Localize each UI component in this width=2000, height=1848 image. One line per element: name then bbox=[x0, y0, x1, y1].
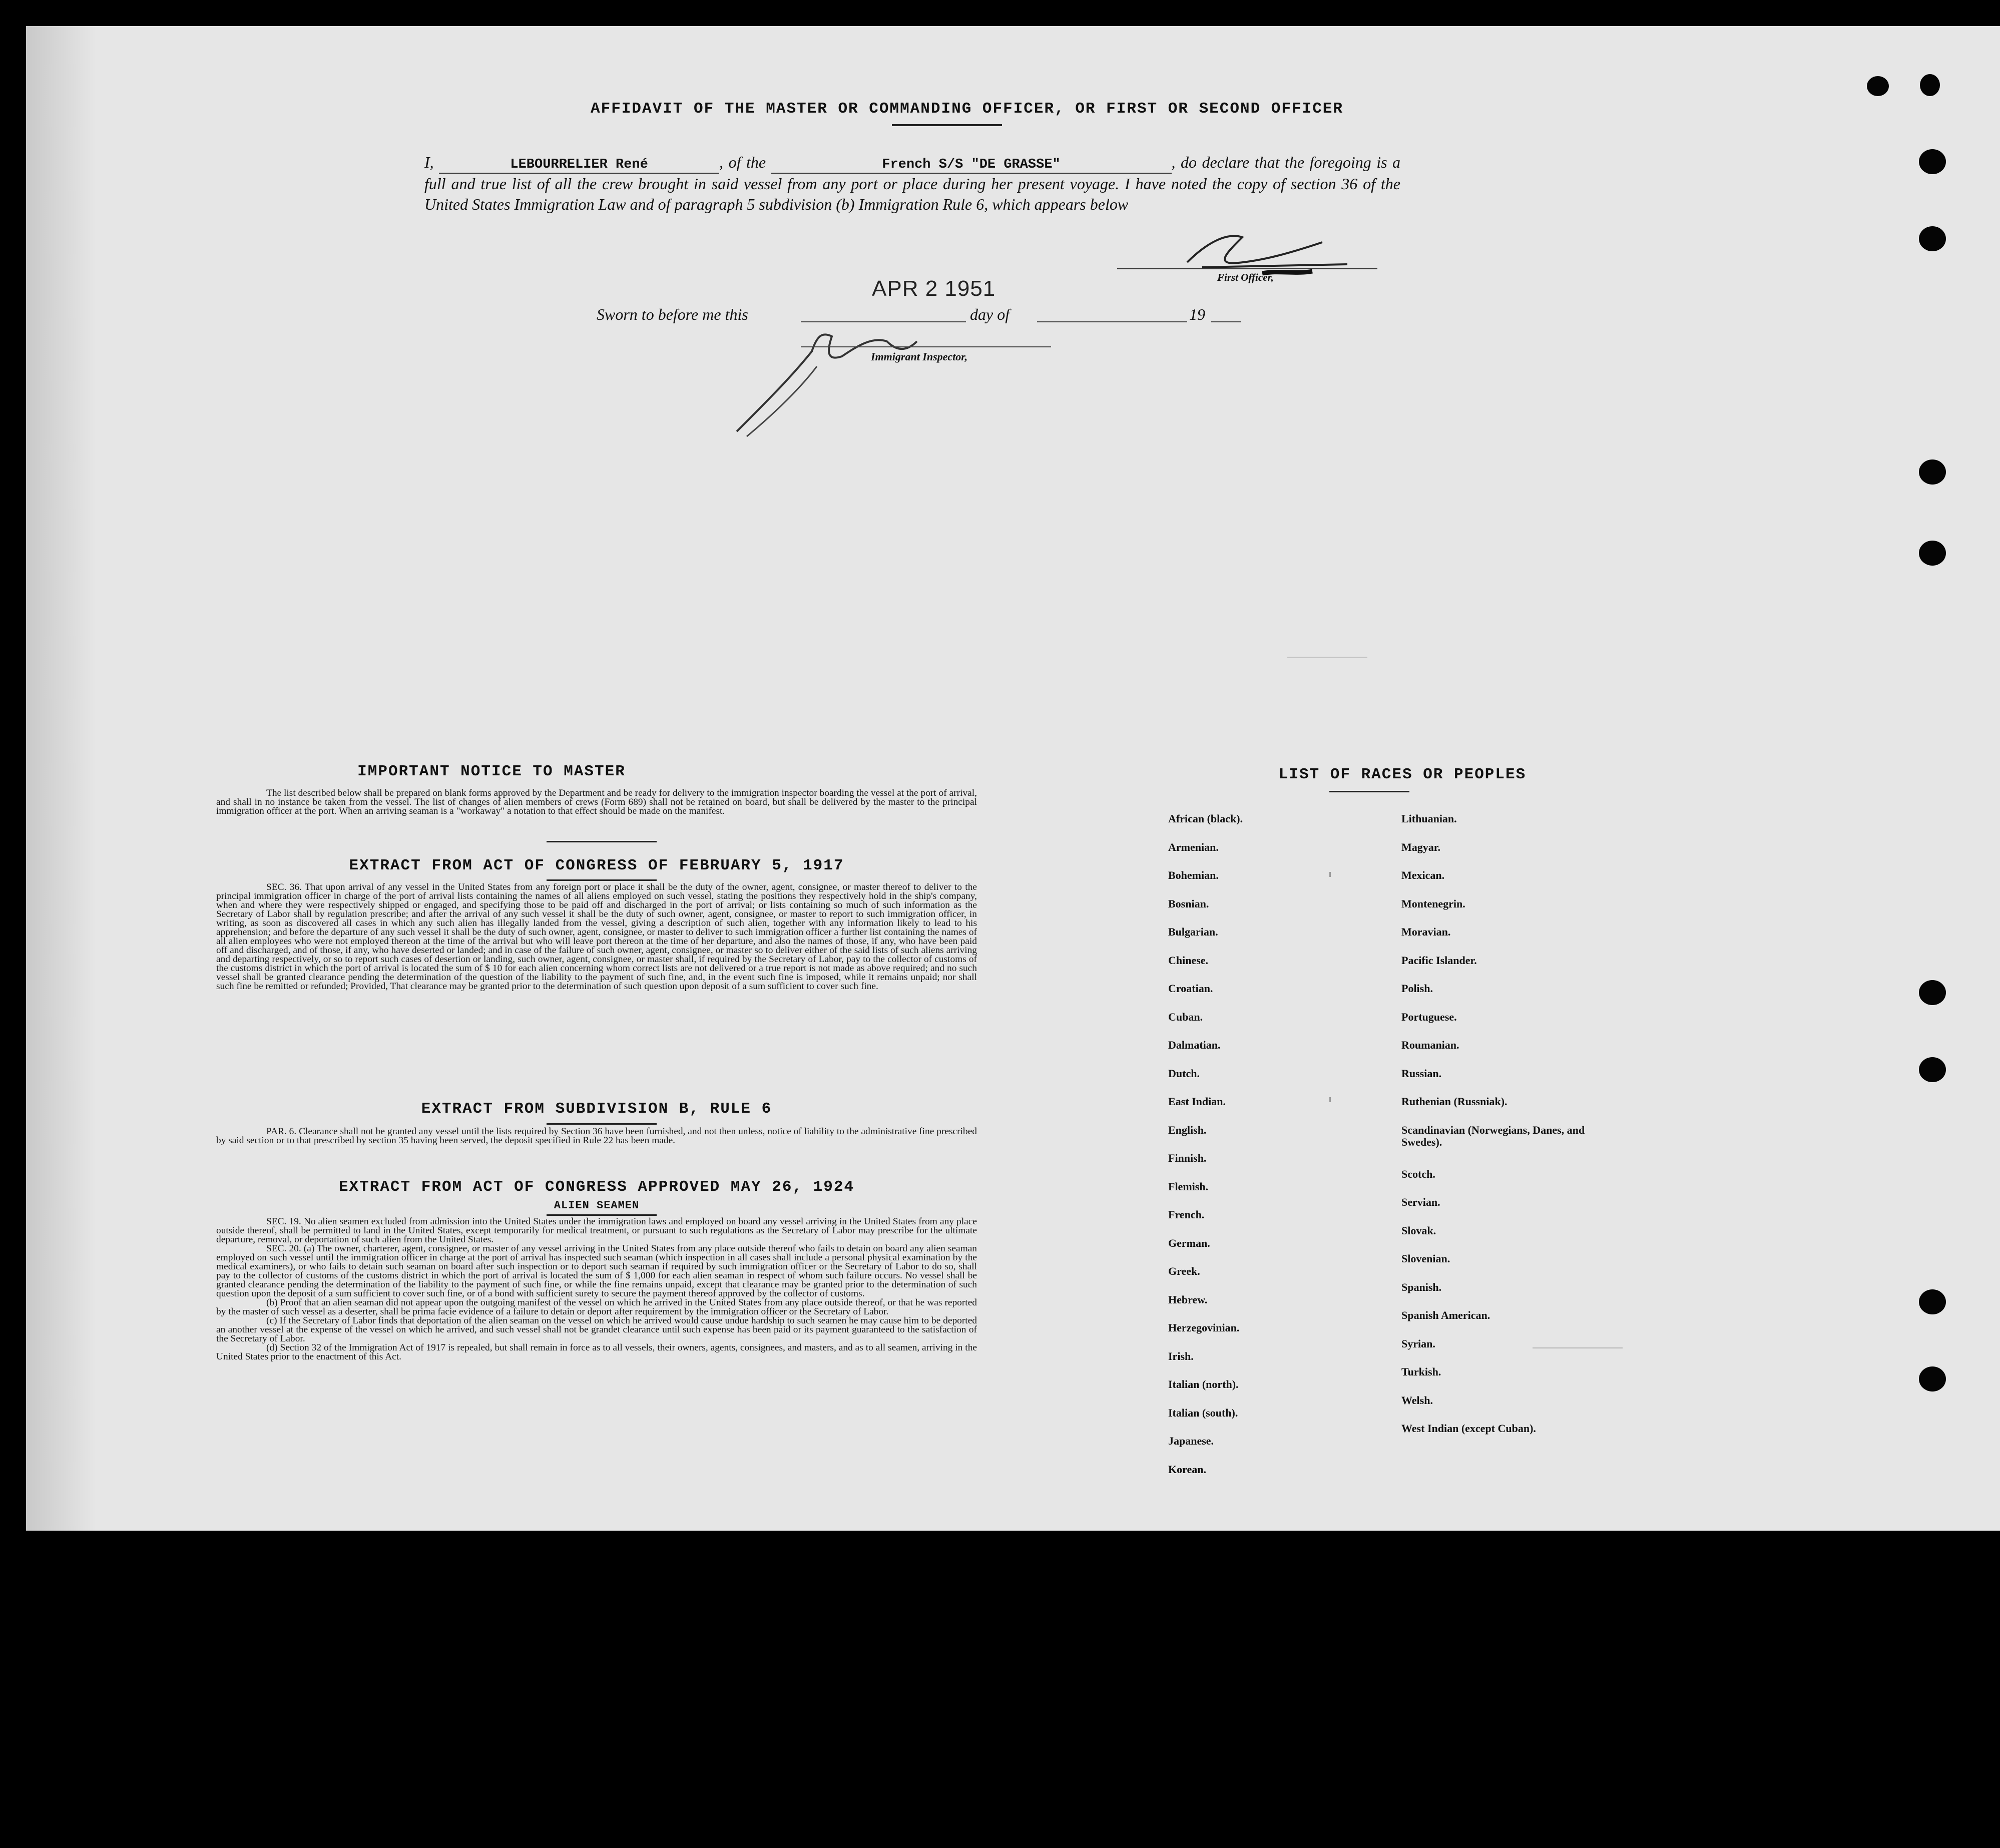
race-item: Roumanian. bbox=[1401, 1039, 1459, 1051]
alien-seamen-subtitle: ALIEN SEAMEN bbox=[554, 1199, 640, 1212]
extract-rule6-text: PAR. 6. Clearance shall not be granted any vessel until the lists required by Section 36 have been furnished, and not then unless, notice of liability to the administrative fine prescribed by said section or to that prescribed by section 35 having been served, the deposit specified in Rule 22 has been made. bbox=[216, 1126, 977, 1146]
notice-text: The list described below shall be prepared on blank forms approved by the Department and be ready for delivery to the immigration inspector boarding the vessel at the port of arrival, and shall in no instance be taken from the vessel. The list of changes of alien members of crews (Form 689) shall not be retained on board, but shall be delivered by the master to the principal immigration officer at the port. When an arriving seaman is a "workaway" a notation to that effect should be made on the manifest. bbox=[216, 788, 977, 816]
document-page bbox=[26, 26, 2000, 1531]
race-item: Syrian. bbox=[1401, 1337, 1435, 1350]
do-declare: , do declare bbox=[1171, 153, 1250, 171]
binder-hole bbox=[1867, 76, 1889, 96]
inspector-label: Immigrant Inspector, bbox=[871, 350, 968, 363]
race-item: Ruthenian (Russniak). bbox=[1401, 1095, 1508, 1108]
race-item: Herzegovinian. bbox=[1168, 1321, 1240, 1334]
race-item: Cuban. bbox=[1168, 1010, 1203, 1023]
race-item: Portuguese. bbox=[1401, 1010, 1457, 1023]
binder-hole bbox=[1919, 980, 1946, 1005]
race-item: Flemish. bbox=[1168, 1180, 1209, 1193]
scan-mark bbox=[1287, 657, 1367, 658]
race-item: Scotch. bbox=[1401, 1167, 1435, 1180]
race-item: English. bbox=[1168, 1123, 1207, 1136]
race-item: Spanish. bbox=[1401, 1280, 1442, 1293]
inspector-line bbox=[801, 346, 1051, 347]
intro-i: I, bbox=[424, 153, 434, 171]
races-title: LIST OF RACES OR PEOPLES bbox=[1278, 766, 1527, 783]
race-item: Lithuanian. bbox=[1401, 812, 1457, 825]
scan-mark bbox=[1533, 1347, 1623, 1348]
race-item: German. bbox=[1168, 1236, 1210, 1249]
title-rule bbox=[892, 124, 1002, 126]
extract-rule6-rule bbox=[547, 1123, 657, 1125]
notice-title: IMPORTANT NOTICE TO MASTER bbox=[357, 763, 626, 780]
race-item: Moravian. bbox=[1401, 926, 1451, 938]
race-item: Irish. bbox=[1168, 1349, 1194, 1362]
race-item: Montenegrin. bbox=[1401, 897, 1465, 910]
binder-hole bbox=[1919, 1366, 1946, 1392]
extract-1917-text: SEC. 36. That upon arrival of any vessel in the United States from any foreign port or place it shall be the duty of the owner, agent, consignee, or master thereof to deliver to the principal immigration officer in charge of the port of arrival lists containing the names of all aliens employed on such vessel, stating the positions they respectively hold in the ship's company, when and where they were respectively shipped or engaged, and specifying those to be paid off and discharged in the port of arrival; or lists containing so much of such information as the Secretary of Labor shall by regulation prescribe; and after the arrival of any such vessel it shall be the duty of such owner, agent, consignee, or master to report to such immigration officer, in writing, as soon as discovered all cases in which any such alien has illegally landed from the vessel, giving a description of such alien, together with any information likely to lead to his apprehension; and before the departure of any such vessel it shall be the duty of such owner, agent, consignee, or master to deliver to such immigration officer a further list containing the names of all alien employees who were not employed thereon at the time of the arrival but who will leave port thereon at the time of her departure, and also the names of those, if any, who have been paid off and discharged, and of those, if any, who have deserted or landed; and in case of the failure of such owner, agent, consignee, or master so to deliver either of the said lists of such aliens arriving and departing respectively, or so to report such cases of desertion or landing, such owner, agent, consignee, or master shall, if required by the Secretary of Labor, pay to the collector of customs of the customs district in which the port of arrival is located the sum of $ 10 for each alien concerning whom correct lists are not delivered or a true report is not made as above required; and no such vessel shall be granted clearance pending the determination of the question of the liability to the payment of such fine, and, in the event such fine is imposed, while it remains unpaid; nor shall such fine be remitted or refunded; Provided, That clearance may be granted prior to the determination of such question upon deposit of a sum sufficient to cover such fine. bbox=[216, 882, 977, 992]
extract-1924-text: SEC. 19. No alien seamen excluded from admission into the United States under the immigration laws and employed on board any vessel arriving in the United States from any place outside thereof, shall be permitted to land in the United States, except temporarily for medical treatment, or pursuant to such regulations as the Secretary of Labor may prescribe for the ultimate departure, removal, or deportation of such alien from the United States. SEC. 20. (a) The owner, charterer, agent, consignee, or master of any vessel arriving in the United States from any place outside thereof who fails to detain on board any alien seaman employed on such vessel until the immigration officer in charge at the port of arrival has inspected such seaman (which inspection in all cases shall include a personal physical examination by the medical examiners), or who fails to detain such seaman on board after such inspection or to deport such seaman if required by such immigration officer or the Secretary of Labor to do so, shall pay to the collector of customs of the customs district in which the port of arrival is located the sum of $ 1,000 for each alien seaman in respect of whom such failure occurs. No vessel shall be granted clearance pending the determination of the liability to the payment of such fine, or while the fine remains unpaid, except that clearance may be granted prior to the determination of such question upon the deposit of a sum sufficient to cover such fine, or of a bond with sufficient surety to secure the payment thereof approved by the collector of customs. (b) Proof that an alien seaman did not appear upon the outgoing manifest of the vessel on which he arrived in the United States from any place outside thereof, or that he was reported by the master of such vessel as a deserter, shall be prima facie evidence of a failure to detain or deport after requirement by the immigration officer or the Secretary of Labor. (c) If the Secretary of Labor finds that deportation of the alien seaman on the vessel on which he arrived would cause undue hardship to such seamen he may cause him to be deported an another vessel at the expense of the vessel on which he arrived, and such vessel shall not be grandet clearance until such expense has been paid or its payment guaranteed to the satisfaction of the Secretary of Labor. (d) Section 32 of the Immigration Act of 1917 is repealed, but shall remain in force as to all vessels, their owners, agents, consignees, and masters, and as to all seamen, arriving in the United States prior to the enactment of this Act. bbox=[216, 1216, 977, 1362]
race-item: Servian. bbox=[1401, 1196, 1440, 1208]
race-item: French. bbox=[1168, 1208, 1205, 1221]
day-of-text: day of bbox=[970, 305, 1010, 323]
race-item: Mexican. bbox=[1401, 869, 1445, 881]
binder-hole bbox=[1919, 226, 1946, 251]
race-item: Italian (north). bbox=[1168, 1378, 1239, 1391]
signature-label: First Officer, bbox=[1217, 271, 1274, 283]
race-item: Chinese. bbox=[1168, 954, 1209, 967]
binder-hole bbox=[1919, 149, 1946, 174]
binder-hole bbox=[1919, 1289, 1946, 1314]
binder-hole bbox=[1919, 1057, 1946, 1082]
extract-1917-rule bbox=[547, 879, 657, 881]
month-line bbox=[1037, 321, 1187, 322]
race-item: Dalmatian. bbox=[1168, 1039, 1221, 1051]
scan-mark bbox=[1329, 1097, 1331, 1102]
race-item: Armenian. bbox=[1168, 840, 1219, 853]
race-item: Dutch. bbox=[1168, 1067, 1200, 1080]
race-item: Slovak. bbox=[1401, 1224, 1436, 1237]
race-item: African (black). bbox=[1168, 812, 1243, 825]
race-item: Slovenian. bbox=[1401, 1252, 1450, 1265]
date-stamp: APR 2 1951 bbox=[872, 276, 996, 301]
races-left-column bbox=[1168, 813, 1368, 1492]
extract-rule6-title: EXTRACT FROM SUBDIVISION B, RULE 6 bbox=[421, 1100, 772, 1118]
race-item: Welsh. bbox=[1401, 1394, 1433, 1407]
year-prefix: 19 bbox=[1189, 305, 1205, 323]
race-item: West Indian (except Cuban). bbox=[1401, 1422, 1536, 1435]
race-item: Turkish. bbox=[1401, 1365, 1441, 1378]
race-item: Japanese. bbox=[1168, 1435, 1214, 1447]
race-item: Korean. bbox=[1168, 1463, 1206, 1476]
sworn-text: Sworn to before me this bbox=[597, 305, 748, 323]
race-item: Pacific Islander. bbox=[1401, 954, 1477, 967]
race-item: Magyar. bbox=[1401, 840, 1441, 853]
race-item: Scandinavian (Norwegians, Danes, and Swedes). bbox=[1401, 1123, 1585, 1148]
race-item: Italian (south). bbox=[1168, 1406, 1238, 1419]
of-the: , of the bbox=[719, 153, 766, 171]
affidavit-paragraph bbox=[424, 152, 1400, 215]
race-item: Bosnian. bbox=[1168, 897, 1209, 910]
vessel-name: French S/S "DE GRASSE" bbox=[771, 157, 1172, 174]
binder-hole bbox=[1920, 74, 1940, 96]
binder-hole bbox=[1919, 541, 1946, 566]
extract-1924-title: EXTRACT FROM ACT OF CONGRESS APPROVED MAY 26, 1924 bbox=[338, 1178, 855, 1196]
affidavit-title: AFFIDAVIT OF THE MASTER OR COMMANDING OFFICER, OR FIRST OR SECOND OFFICER bbox=[590, 100, 1344, 118]
year-line bbox=[1211, 321, 1241, 322]
signature-line bbox=[1117, 268, 1377, 269]
race-item: Bohemian. bbox=[1168, 869, 1219, 881]
notice-rule bbox=[547, 841, 657, 842]
race-item: Russian. bbox=[1401, 1067, 1442, 1080]
race-item: Spanish American. bbox=[1401, 1309, 1490, 1321]
race-item: Bulgarian. bbox=[1168, 926, 1218, 938]
scan-mark bbox=[1329, 872, 1331, 877]
binder-hole bbox=[1919, 459, 1946, 485]
race-item: Hebrew. bbox=[1168, 1293, 1208, 1306]
race-item: Greek. bbox=[1168, 1265, 1200, 1277]
races-right-column bbox=[1401, 813, 1602, 1451]
extract-1924-rule bbox=[547, 1214, 657, 1216]
race-item: Polish. bbox=[1401, 982, 1433, 995]
races-rule bbox=[1329, 791, 1409, 792]
extract-1917-title: EXTRACT FROM ACT OF CONGRESS OF FEBRUARY 5, 1917 bbox=[349, 857, 844, 874]
officer-name: LEBOURRELIER René bbox=[439, 157, 719, 174]
race-item: Finnish. bbox=[1168, 1152, 1207, 1164]
inspector-signature bbox=[707, 306, 967, 446]
race-item: East Indian. bbox=[1168, 1095, 1226, 1108]
race-item: Croatian. bbox=[1168, 982, 1213, 995]
affidavit-text: that the foregoing is a full and true list of all the crew brought in said vessel from any port or place during her present voyage. I have noted the copy of section 36 of the United States Immigration Law and of paragraph 5 subdivision (b) Immigration Rule 6, which appears below bbox=[424, 153, 1401, 213]
